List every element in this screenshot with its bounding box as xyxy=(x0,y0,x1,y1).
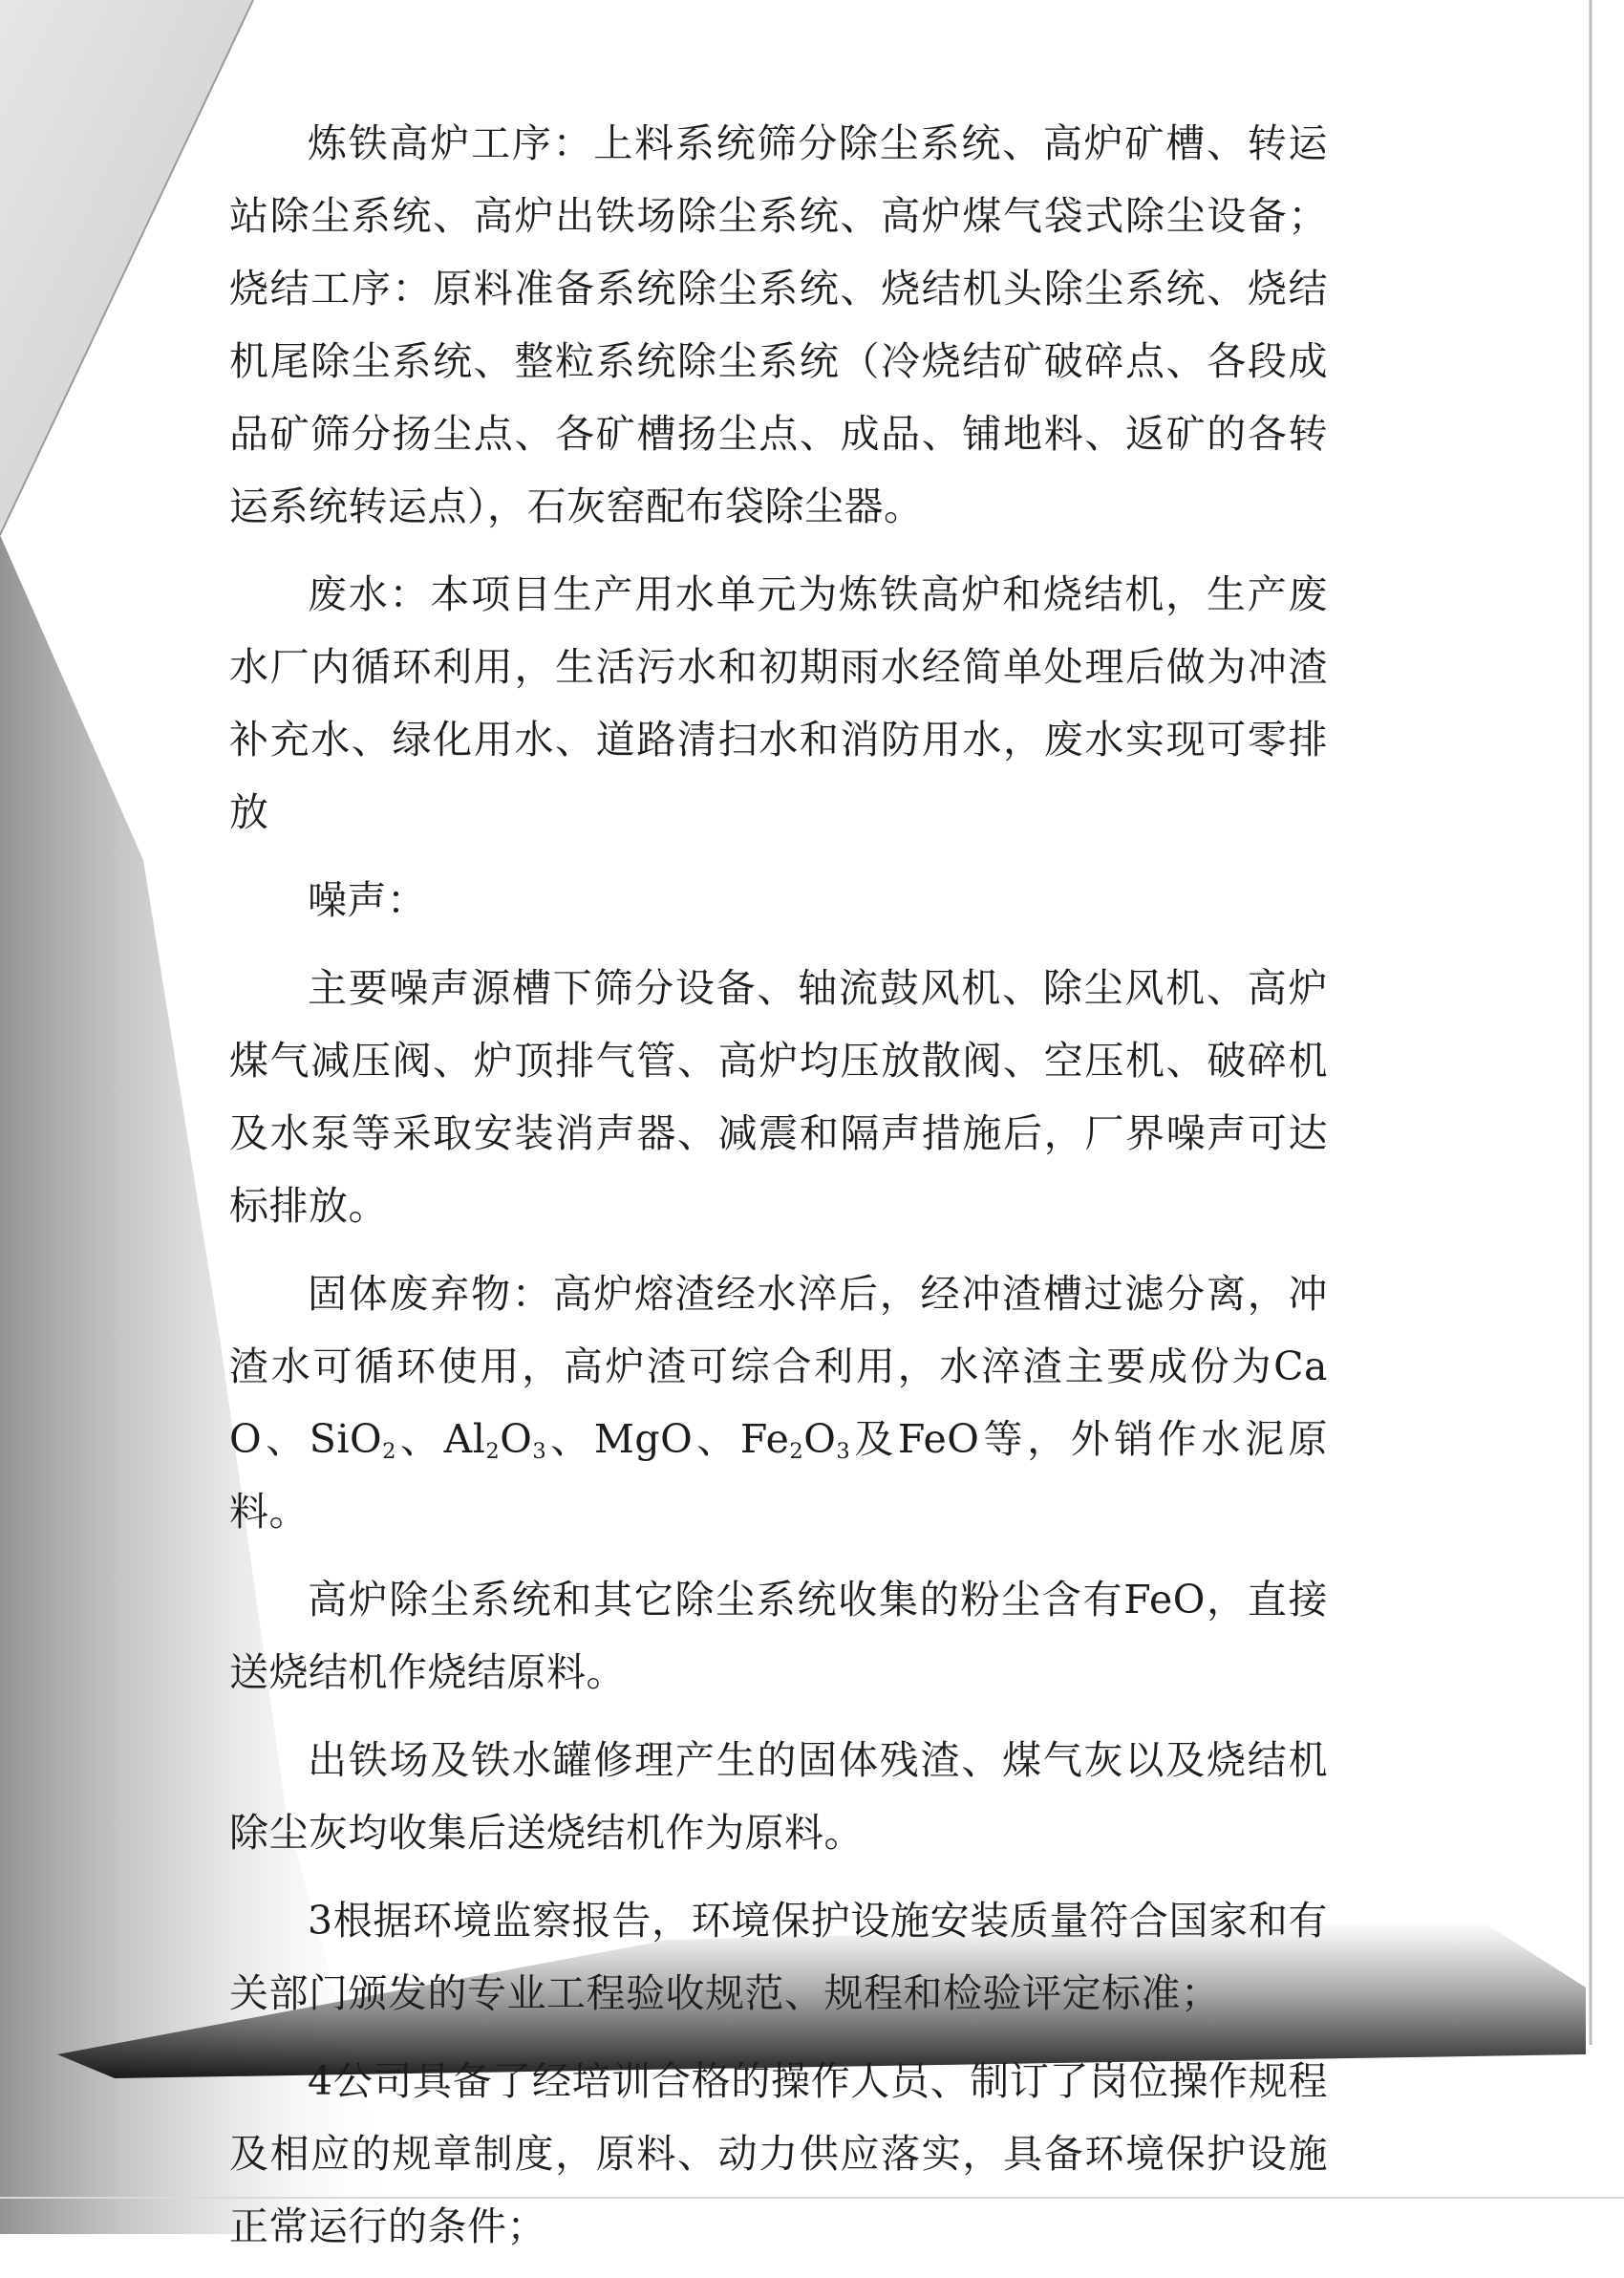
body-text xyxy=(229,107,1328,2278)
formula-separator: 、 xyxy=(693,1416,740,1462)
formula-fe-o-subscript: 3 xyxy=(836,1438,851,1464)
formula-separator: 、 xyxy=(395,1416,444,1462)
formula-sio2: SiO xyxy=(309,1416,383,1462)
formula-al-subscript: 2 xyxy=(485,1438,501,1464)
formula-fe2o3-o: O xyxy=(803,1416,837,1462)
solid-waste-text: 固体废弃物：高炉熔渣经水淬后，经冲渣槽过滤分离，冲渣水可循环使用，高炉渣可综合利用，水淬渣主要成份为 xyxy=(229,1271,1328,1389)
paragraph-item-4: 4公司具备了经培训合格的操作人员、制订了岗位操作规程及相应的规章制度，原料、动力供应落实，具备环境保护设施正常运行的条件； xyxy=(229,2058,1328,2249)
paragraph-ironmaking: 炼铁高炉工序：上料系统筛分除尘系统、高炉矿槽、转运站除尘系统、高炉出铁场除尘系统、高炉煤气袋式除尘设备；烧结工序：原料准备系统除尘系统、烧结机头除尘系统、烧结机尾除尘系统、整粒系统除尘系统（冷烧结矿破碎点、各段成品矿筛分扬尘点、各矿槽扬尘点、成品、铺地料、返矿的各转运系统转运点），石灰窑配布袋除尘器。 xyxy=(229,120,1328,529)
paragraph-solid-waste xyxy=(229,1257,1328,1548)
formula-tail: 及FeO等，外销作水泥原料。 xyxy=(229,1416,1329,1535)
formula-separator: 、 xyxy=(262,1416,310,1462)
paragraph-dust: 高炉除尘系统和其它除尘系统收集的粉尘含有FeO，直接送烧结机作烧结原料。 xyxy=(229,1577,1328,1695)
formula-sio2-subscript: 2 xyxy=(382,1438,396,1464)
paragraph-residue: 出铁场及铁水罐修理产生的固体残渣、煤气灰以及烧结机除尘灰均收集后送烧结机作为原料。 xyxy=(229,1737,1328,1856)
paragraph-noise-heading: 噪声： xyxy=(308,877,427,923)
paragraph-wastewater: 废水：本项目生产用水单元为炼铁高炉和烧结机，生产废水厂内循环利用，生活污水和初期雨水经简单处理后做为冲渣补充水、绿化用水、道路清扫水和消防用水，废水实现可零排放 xyxy=(229,571,1328,835)
paragraph-item-3: 3根据环境监察报告，环境保护设施安装质量符合国家和有关部门颁发的专业工程验收规范、规程和检验评定标准； xyxy=(229,1898,1328,2016)
paragraph-noise: 主要噪声源槽下筛分设备、轴流鼓风机、除尘风机、高炉煤气减压阀、炉顶排气管、高炉均压放散阀、空压机、破碎机及水泵等采取安装消声器、减震和隔声措施后，厂界噪声可达标排放。 xyxy=(229,965,1328,1229)
formula-al2o3: Al xyxy=(443,1416,486,1462)
formula-separator: 、 xyxy=(546,1416,594,1462)
formula-mgo: MgO xyxy=(593,1416,694,1462)
formula-o-subscript: 3 xyxy=(532,1438,547,1464)
formula-cao: CaO xyxy=(229,1343,1328,1462)
formula-fe2o3: Fe xyxy=(739,1416,790,1462)
formula-fe-subscript: 2 xyxy=(789,1438,804,1464)
formula-al2o3-o: O xyxy=(500,1416,533,1462)
